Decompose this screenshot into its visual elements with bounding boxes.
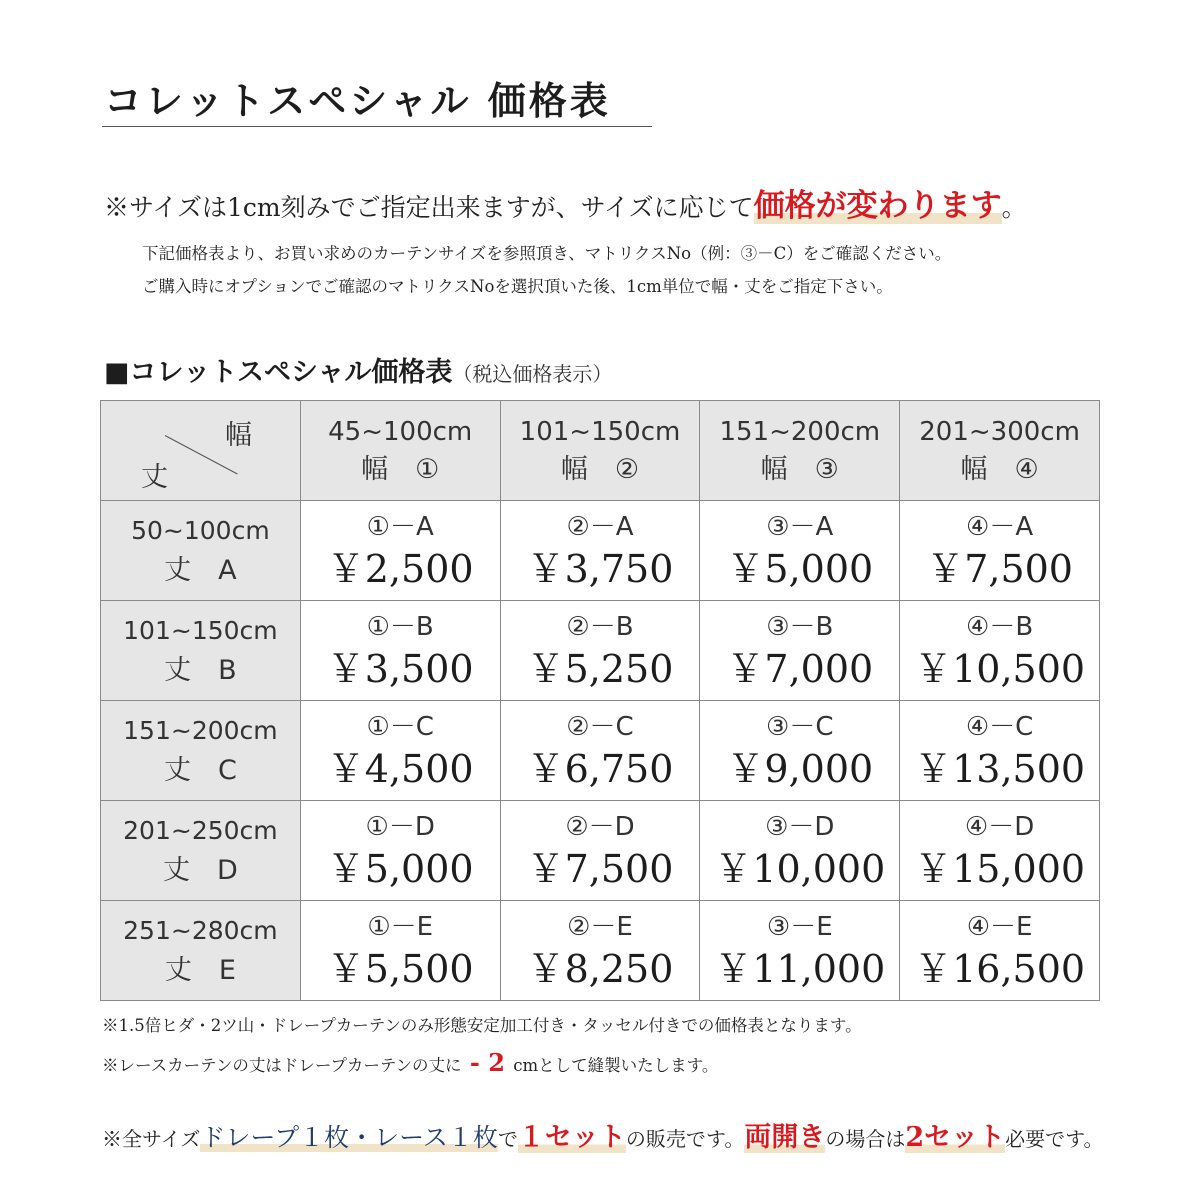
column-range: 151~200cm [719, 416, 881, 447]
row-range: 201~250cm [123, 815, 278, 845]
price-cell [300, 901, 500, 1001]
price-value: ￥7,000 [726, 646, 874, 691]
footnote-set-h1: ドレープ１枚・レース１枚 [200, 1123, 498, 1152]
table-row [101, 901, 1100, 1001]
subnote-line-1: 下記価格表より、お買い求めのカーテンサイズを参照頂き、マトリクスNo（例：③－C）をご確認ください。 [142, 244, 952, 263]
table-corner [101, 401, 301, 501]
corner-height-label: 丈 [141, 462, 168, 493]
footnote-lace-prefix: ※レースカーテンの丈はドレープカーテンの丈に [102, 1056, 462, 1075]
price-cell [300, 601, 500, 701]
size-notice-highlight: 価格が変わります [753, 188, 1002, 224]
row-range: 151~200cm [123, 715, 278, 745]
size-notice-prefix: ※サイズは1cm刻みでご指定出来ますが、サイズに応じて [104, 193, 754, 222]
price-value: ￥9,000 [726, 746, 874, 791]
footnote-set-p1: ※全サイズ [102, 1127, 201, 1151]
matrix-code: ④－D [964, 811, 1035, 842]
matrix-code: ①－C [366, 711, 434, 742]
row-header [101, 501, 301, 601]
matrix-code: ②－D [565, 811, 635, 842]
table-header-row [101, 401, 1100, 501]
price-value: ￥15,000 [914, 846, 1086, 891]
table-heading-main: ■コレットスペシャル価格表 [104, 357, 453, 388]
column-header [500, 401, 700, 501]
price-value: ￥6,750 [526, 746, 674, 791]
footnote-lace-highlight: - 2 [461, 1048, 514, 1077]
matrix-code: ②－A [566, 511, 634, 542]
column-label: 幅 ① [361, 453, 440, 485]
table-heading-note: （税込価格表示） [452, 362, 613, 386]
table-heading [104, 350, 612, 389]
price-value: ￥2,500 [326, 546, 474, 591]
table-row [101, 701, 1100, 801]
price-cell [500, 501, 700, 601]
row-range: 251~280cm [123, 915, 278, 945]
price-value: ￥4,500 [326, 746, 474, 791]
footnote-lace-suffix: cmとして縫製いたします。 [513, 1056, 719, 1075]
title-underline [102, 126, 652, 127]
table-row [101, 601, 1100, 701]
footnote-lace-length [102, 1048, 718, 1077]
matrix-code: ①－E [367, 911, 434, 942]
matrix-code: ③－E [766, 911, 833, 942]
price-cell [900, 501, 1100, 601]
price-cell [300, 701, 500, 801]
footnote-set-p5: 必要です。 [1005, 1127, 1104, 1151]
price-cell [700, 901, 900, 1001]
column-range: 101~150cm [519, 416, 681, 447]
footnote-set-h2: １セット [517, 1122, 626, 1153]
matrix-code: ③－A [766, 511, 834, 542]
matrix-code: ①－D [365, 811, 435, 842]
price-cell [500, 801, 700, 901]
row-range: 101~150cm [123, 615, 278, 645]
price-value: ￥5,000 [326, 846, 474, 891]
size-notice [104, 180, 1027, 225]
price-value: ￥10,000 [714, 846, 886, 891]
matrix-code: ④－E [966, 911, 1033, 942]
table-row [101, 501, 1100, 601]
matrix-code: ④－A [966, 511, 1034, 542]
column-header [300, 401, 500, 501]
footnote-set-p4: の場合は [825, 1127, 906, 1151]
price-cell [500, 701, 700, 801]
price-cell [900, 801, 1100, 901]
price-value: ￥3,750 [526, 546, 674, 591]
price-value: ￥16,500 [914, 946, 1086, 991]
column-label: 幅 ③ [760, 453, 839, 485]
table-row [101, 801, 1100, 901]
price-value: ￥5,500 [326, 946, 474, 991]
column-header [700, 401, 900, 501]
matrix-code: ④－B [966, 611, 1034, 642]
price-value: ￥5,000 [726, 546, 874, 591]
row-label: 丈 B [164, 654, 237, 686]
price-cell [300, 801, 500, 901]
matrix-code: ③－B [766, 611, 834, 642]
price-cell [900, 901, 1100, 1001]
subnote-line-2: ご購入時にオプションでご確認のマトリクスNoを選択頂いた後、1cm単位で幅・丈をご指定下さい。 [142, 277, 893, 296]
column-range: 45~100cm [328, 416, 473, 447]
price-cell [500, 901, 700, 1001]
price-cell [700, 801, 900, 901]
price-cell [700, 701, 900, 801]
row-label: 丈 A [164, 554, 237, 586]
price-value: ￥13,500 [914, 746, 1086, 791]
corner-width-label: 幅 [225, 420, 252, 451]
matrix-code: ②－E [567, 911, 633, 942]
footnote-set [102, 1115, 1104, 1154]
footnote-set-h4: 2セット [905, 1122, 1006, 1153]
price-cell [500, 601, 700, 701]
row-header [101, 901, 301, 1001]
footnote-set-p2: で [497, 1127, 518, 1151]
footnote-set-h3: 両開き [744, 1122, 826, 1153]
price-value: ￥3,500 [326, 646, 474, 691]
footnote-pleat: ※1.5倍ヒダ・2ツ山・ドレープカーテンのみ形態安定加工付き・タッセル付きでの価格表となります。 [102, 1016, 862, 1035]
row-header [101, 801, 301, 901]
price-cell [700, 601, 900, 701]
matrix-code: ①－A [366, 511, 434, 542]
row-header [101, 701, 301, 801]
price-value: ￥11,000 [714, 946, 886, 991]
row-range: 50~100cm [131, 515, 270, 545]
price-value: ￥10,500 [914, 646, 1086, 691]
row-label: 丈 E [164, 954, 236, 986]
row-header [101, 601, 301, 701]
column-label: 幅 ④ [960, 453, 1039, 485]
footnote-set-p3: の販売です。 [625, 1127, 745, 1151]
column-label: 幅 ② [560, 453, 640, 485]
price-value: ￥7,500 [526, 846, 674, 891]
matrix-code: ①－B [366, 611, 434, 642]
matrix-code: ③－C [766, 711, 834, 742]
matrix-code: ②－C [566, 711, 634, 742]
column-header [900, 401, 1100, 501]
price-table [100, 400, 1100, 1001]
matrix-code: ④－C [965, 711, 1034, 742]
row-label: 丈 D [163, 854, 238, 886]
column-range: 201~300cm [919, 416, 1080, 447]
page-title: コレットスペシャル 価格表 [104, 78, 611, 123]
price-value: ￥8,250 [526, 946, 674, 991]
matrix-code: ③－D [765, 811, 835, 842]
price-value: ￥5,250 [526, 646, 674, 691]
price-cell [900, 601, 1100, 701]
price-cell [700, 501, 900, 601]
row-label: 丈 C [163, 754, 237, 786]
price-cell [900, 701, 1100, 801]
size-notice-suffix: 。 [1001, 193, 1027, 222]
matrix-code: ②－B [566, 611, 634, 642]
price-cell [300, 501, 500, 601]
price-value: ￥7,500 [926, 546, 1073, 591]
